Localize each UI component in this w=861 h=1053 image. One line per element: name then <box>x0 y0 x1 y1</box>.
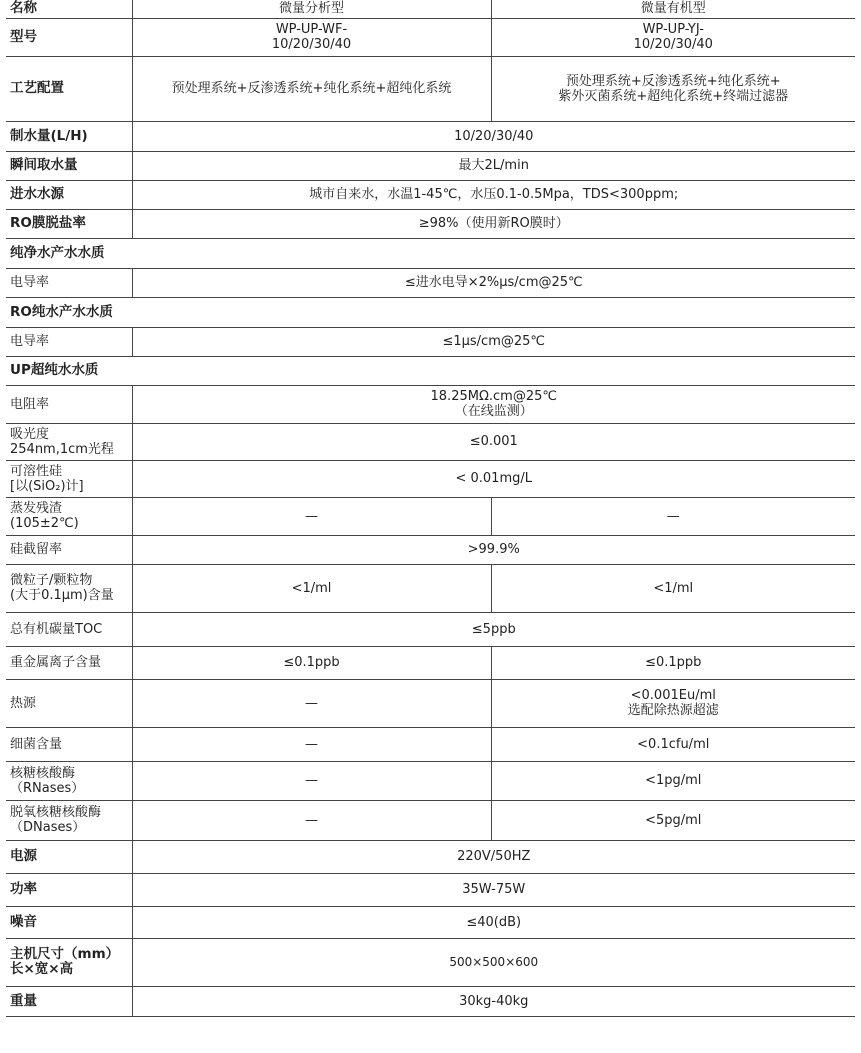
cell-analysis: ≤0.1ppb <box>132 646 491 679</box>
row-label: 功率 <box>6 873 132 906</box>
table-row <box>6 385 855 423</box>
table-row <box>6 646 855 679</box>
row-label <box>6 761 132 800</box>
cell-value: >99.9% <box>132 535 855 564</box>
particle-label: 微粒子/颗粒物 (大于0.1μm)含量 <box>10 573 114 603</box>
column-header-analysis: 微量分析型 <box>132 0 491 18</box>
cell-value: 220V/50HZ <box>132 840 855 873</box>
cell-analysis <box>132 18 491 56</box>
row-label <box>6 497 132 535</box>
row-label: 电导率 <box>6 268 132 297</box>
table-header-row <box>6 0 855 18</box>
table-row <box>6 327 855 356</box>
cell-analysis: — <box>132 679 491 727</box>
spec-table <box>6 0 855 1017</box>
table-row <box>6 535 855 564</box>
row-label: 噪音 <box>6 906 132 938</box>
cell-analysis: — <box>132 800 491 840</box>
row-label: 制水量(L/H) <box>6 121 132 151</box>
cell-value: 35W-75W <box>132 873 855 906</box>
header-label: 名称 <box>6 0 132 18</box>
cell-organic: <5pg/ml <box>491 800 855 840</box>
cell-value: ≤0.001 <box>132 423 855 460</box>
silica-label: 可溶性硅 [以(SiO₂)计] <box>10 463 84 494</box>
cell-analysis: 预处理系统+反渗透系统+纯化系统+超纯化系统 <box>132 56 491 121</box>
table-row <box>6 423 855 460</box>
row-label: 瞬间取水量 <box>6 151 132 180</box>
row-label: 进水水源 <box>6 180 132 209</box>
model-b-line: WP-UP-YJ- 10/20/30/40 <box>633 22 713 52</box>
row-label: 重量 <box>6 986 132 1016</box>
table-row <box>6 151 855 180</box>
cell-value <box>132 385 855 423</box>
section-row <box>6 238 855 268</box>
table-row <box>6 180 855 209</box>
table-row <box>6 986 855 1016</box>
row-label: 细菌含量 <box>6 727 132 761</box>
resistivity-text: 18.25MΩ.cm@25℃ （在线监测） <box>430 389 557 419</box>
cell-analysis: — <box>132 727 491 761</box>
cell-organic <box>491 679 855 727</box>
cell-organic: — <box>491 497 855 535</box>
row-label <box>6 800 132 840</box>
pyrogen-text: <0.001Eu/ml 选配除热源超滤 <box>627 688 719 718</box>
section-row <box>6 356 855 385</box>
cell-value: ≥98%（使用新RO膜时） <box>132 209 855 238</box>
section-row <box>6 297 855 327</box>
section-title: UP超纯水水质 <box>6 356 855 385</box>
cell-analysis: — <box>132 761 491 800</box>
table-row <box>6 840 855 873</box>
residue-label: 蒸发残渣 (105±2℃) <box>10 501 79 531</box>
row-label <box>6 938 132 986</box>
table-row <box>6 761 855 800</box>
row-label: 型号 <box>6 18 132 56</box>
table-row <box>6 873 855 906</box>
table-row <box>6 612 855 646</box>
rnase-label: 核糖核酸酶 （RNases） <box>10 765 85 796</box>
cell-organic: <1pg/ml <box>491 761 855 800</box>
table-row <box>6 121 855 151</box>
table-row <box>6 564 855 612</box>
section-title: 纯净水产水水质 <box>6 238 855 268</box>
table-row <box>6 727 855 761</box>
cell-organic: <0.1cfu/ml <box>491 727 855 761</box>
cell-value: 10/20/30/40 <box>132 121 855 151</box>
row-label: 重金属离子含量 <box>6 646 132 679</box>
cell-value: 30kg-40kg <box>132 986 855 1016</box>
table-row <box>6 497 855 535</box>
table-row <box>6 209 855 238</box>
table-row <box>6 460 855 497</box>
process-b-text: 预处理系统+反渗透系统+纯化系统+ 紫外灭菌系统+超纯化系统+终端过滤器 <box>558 73 789 104</box>
cell-organic: <1/ml <box>491 564 855 612</box>
cell-value: 城市自来水，水温1-45℃，水压0.1-0.5Mpa，TDS<300ppm; <box>132 180 855 209</box>
table-row <box>6 906 855 938</box>
table-row <box>6 268 855 297</box>
row-label <box>6 564 132 612</box>
row-label: 电源 <box>6 840 132 873</box>
absorbance-label: 吸光度 254nm,1cm光程 <box>10 426 114 457</box>
row-label: 总有机碳量TOC <box>6 612 132 646</box>
cell-organic: ≤0.1ppb <box>491 646 855 679</box>
cell-value: < 0.01mg/L <box>132 460 855 497</box>
table-row <box>6 800 855 840</box>
cell-value: ≤1μs/cm@25℃ <box>132 327 855 356</box>
row-label: 硅截留率 <box>6 535 132 564</box>
cell-value: ≤5ppb <box>132 612 855 646</box>
row-label <box>6 423 132 460</box>
table-row <box>6 18 855 56</box>
dimension-label: 主机尺寸（mm） 长×宽×高 <box>10 946 120 977</box>
cell-organic <box>491 18 855 56</box>
cell-analysis: <1/ml <box>132 564 491 612</box>
row-label <box>6 460 132 497</box>
cell-value: ≤40(dB) <box>132 906 855 938</box>
table-row <box>6 679 855 727</box>
cell-analysis: — <box>132 497 491 535</box>
cell-value: 最大2L/min <box>132 151 855 180</box>
row-label: 工艺配置 <box>6 56 132 121</box>
row-label: RO膜脱盐率 <box>6 209 132 238</box>
row-label: 热源 <box>6 679 132 727</box>
section-title: RO纯水产水水质 <box>6 297 855 327</box>
model-a-line: WP-UP-WF- 10/20/30/40 <box>271 22 352 52</box>
cell-value: ≤进水电导×2%μs/cm@25℃ <box>132 268 855 297</box>
column-header-organic: 微量有机型 <box>491 0 855 18</box>
cell-organic <box>491 56 855 121</box>
dnase-label: 脱氧核糖核酸酶 （DNases） <box>10 805 102 835</box>
table-row <box>6 56 855 121</box>
row-label: 电导率 <box>6 327 132 356</box>
table-row <box>6 938 855 986</box>
cell-value: 500×500×600 <box>132 938 855 986</box>
row-label: 电阻率 <box>6 385 132 423</box>
